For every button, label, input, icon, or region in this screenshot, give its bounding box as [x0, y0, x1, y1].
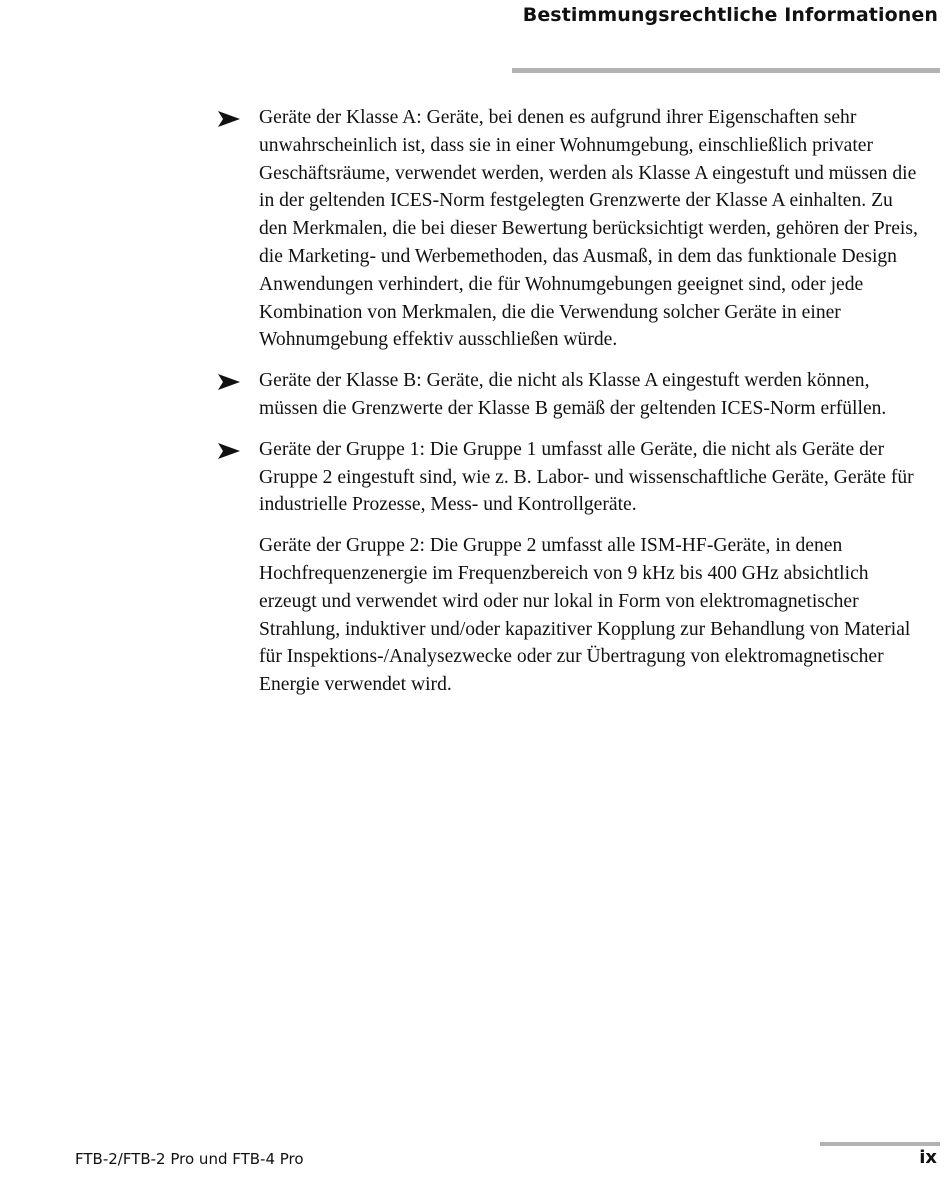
- bullet-item-class-a: [218, 104, 924, 354]
- arrowhead-bullet-icon: [218, 111, 240, 127]
- bullet-item-group-1: [218, 436, 924, 519]
- footer-divider: [820, 1142, 940, 1146]
- page-number: ix: [919, 1147, 937, 1168]
- paragraph-group-2: Geräte der Gruppe 2: Die Gruppe 2 umfasst alle ISM-HF-Geräte, in denen Hochfrequenzenergie im Frequenzbereich von 9 kHz bis 400 GHz absichtlich erzeugt und verwendet wird oder nur lokal in Form von elektromagnetischer Strahlung, induktiver und/oder kapazitiver Kopplung zur Behandlung von Material für Inspektions-/Analysezwecke oder zur Übertragung von elektromagnetischer Energie verwendet wird.: [259, 535, 911, 696]
- bullet-text: Geräte der Gruppe 1: Die Gruppe 1 umfasst alle Geräte, die nicht als Geräte der Gruppe 2 eingestuft sind, wie z. B. Labor- und wissenschaftliche Geräte, Geräte für industrielle Prozesse, Mess- und Kontrollgeräte.: [259, 438, 914, 516]
- bullet-text: Geräte der Klasse A: Geräte, bei denen es aufgrund ihrer Eigenschaften sehr unwahrscheinlich ist, dass sie in einer Wohnumgebung, einschließlich privater Geschäftsräume, verwendet werden, werden als Klasse A eingestuft und müssen die in der geltenden ICES-Norm festgelegten Grenzwerte der Klasse A einhalten. Zu den Merkmalen, die bei dieser Bewertung berücksichtigt werden, gehören der Preis, die Marketing- und Werbemethoden, das Ausmaß, in dem das funktionale Design Anwendungen verhindert, die für Wohnumgebungen geeignet sind, oder jede Kombination von Merkmalen, die die Verwendung solcher Geräte in einer Wohnumgebung effektiv ausschließen würde.: [259, 107, 918, 351]
- page-header-title: Bestimmungsrechtliche Informationen: [522, 4, 938, 26]
- arrowhead-bullet-icon: [218, 443, 240, 459]
- main-content: [218, 104, 924, 699]
- bullet-text: Geräte der Klasse B: Geräte, die nicht als Klasse A eingestuft werden können, müssen die Grenzwerte der Klasse B gemäß der geltenden ICES-Norm erfüllen.: [259, 370, 887, 419]
- header-divider: [512, 68, 940, 73]
- bullet-item-class-b: [218, 367, 924, 423]
- footer-product-name: FTB-2/FTB-2 Pro und FTB-4 Pro: [75, 1150, 304, 1168]
- arrowhead-bullet-icon: [218, 374, 240, 390]
